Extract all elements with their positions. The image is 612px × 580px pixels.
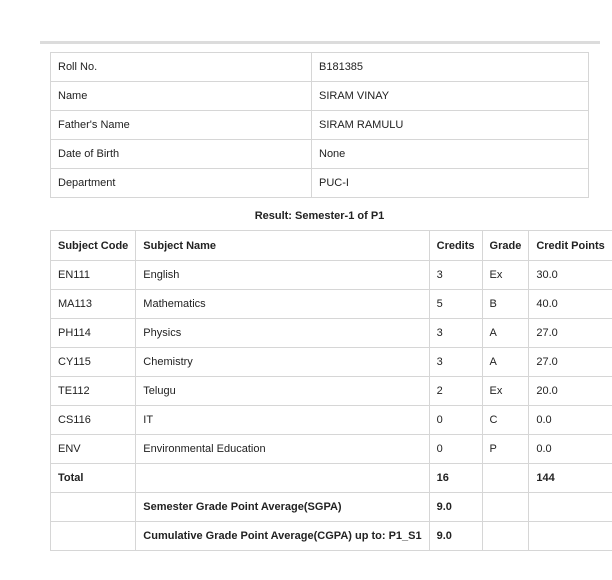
credits: 0 — [429, 435, 482, 464]
info-row-department — [51, 169, 589, 198]
credit-points: 0.0 — [529, 435, 612, 464]
info-row-father — [51, 111, 589, 140]
credit-points: 27.0 — [529, 319, 612, 348]
info-row-dob — [51, 140, 589, 169]
grade: Ex — [482, 377, 529, 406]
top-divider — [40, 41, 600, 44]
credits: 2 — [429, 377, 482, 406]
cgpa-label: Cumulative Grade Point Average(CGPA) up to: P1_S1 — [136, 522, 429, 551]
subject-name: Environmental Education — [136, 435, 429, 464]
subject-name: Physics — [136, 319, 429, 348]
subject-code: CS116 — [51, 406, 136, 435]
empty-cell — [136, 464, 429, 493]
subject-code: EN111 — [51, 261, 136, 290]
header-credit-points: Credit Points — [529, 231, 612, 261]
result-caption: Result: Semester-1 of P1 — [254, 210, 385, 222]
subject-name: Chemistry — [136, 348, 429, 377]
student-info-table — [50, 52, 589, 198]
subject-code: MA113 — [51, 290, 136, 319]
table-row — [51, 377, 612, 406]
grade: B — [482, 290, 529, 319]
header-grade: Grade — [482, 231, 529, 261]
empty-cell — [51, 493, 136, 522]
credits: 3 — [429, 319, 482, 348]
empty-cell — [482, 493, 529, 522]
subject-code: TE112 — [51, 377, 136, 406]
info-row-name — [51, 82, 589, 111]
table-row — [51, 319, 612, 348]
table-row — [51, 290, 612, 319]
credits: 5 — [429, 290, 482, 319]
sgpa-value: 9.0 — [429, 493, 482, 522]
total-credit-points: 144 — [529, 464, 612, 493]
grade: A — [482, 319, 529, 348]
subject-code: CY115 — [51, 348, 136, 377]
credit-points: 20.0 — [529, 377, 612, 406]
table-row — [51, 348, 612, 377]
info-row-roll — [51, 53, 589, 82]
result-table — [50, 230, 612, 551]
info-value: None — [312, 140, 589, 169]
credits: 0 — [429, 406, 482, 435]
credit-points: 40.0 — [529, 290, 612, 319]
info-label: Name — [51, 82, 312, 111]
subject-name: Mathematics — [136, 290, 429, 319]
info-value: SIRAM RAMULU — [312, 111, 589, 140]
info-label: Date of Birth — [51, 140, 312, 169]
table-row — [51, 261, 612, 290]
subject-code: PH114 — [51, 319, 136, 348]
grade: A — [482, 348, 529, 377]
subject-code: ENV — [51, 435, 136, 464]
grade: C — [482, 406, 529, 435]
header-credits: Credits — [429, 231, 482, 261]
total-credits: 16 — [429, 464, 482, 493]
total-label: Total — [51, 464, 136, 493]
cgpa-row — [51, 522, 612, 551]
sgpa-row — [51, 493, 612, 522]
info-label: Roll No. — [51, 53, 312, 82]
sgpa-label: Semester Grade Point Average(SGPA) — [136, 493, 429, 522]
empty-cell — [529, 493, 612, 522]
info-value: B181385 — [312, 53, 589, 82]
empty-cell — [51, 522, 136, 551]
info-value: PUC-I — [312, 169, 589, 198]
table-row — [51, 406, 612, 435]
info-label: Department — [51, 169, 312, 198]
empty-cell — [482, 464, 529, 493]
total-row — [51, 464, 612, 493]
credits: 3 — [429, 348, 482, 377]
header-subject-name: Subject Name — [136, 231, 429, 261]
info-label: Father's Name — [51, 111, 312, 140]
credits: 3 — [429, 261, 482, 290]
table-row — [51, 435, 612, 464]
header-subject-code: Subject Code — [51, 231, 136, 261]
credit-points: 30.0 — [529, 261, 612, 290]
grade: P — [482, 435, 529, 464]
credit-points: 0.0 — [529, 406, 612, 435]
subject-name: IT — [136, 406, 429, 435]
credit-points: 27.0 — [529, 348, 612, 377]
info-value: SIRAM VINAY — [312, 82, 589, 111]
subject-name: Telugu — [136, 377, 429, 406]
result-header-row — [51, 231, 612, 261]
empty-cell — [482, 522, 529, 551]
subject-name: English — [136, 261, 429, 290]
cgpa-value: 9.0 — [429, 522, 482, 551]
grade: Ex — [482, 261, 529, 290]
empty-cell — [529, 522, 612, 551]
